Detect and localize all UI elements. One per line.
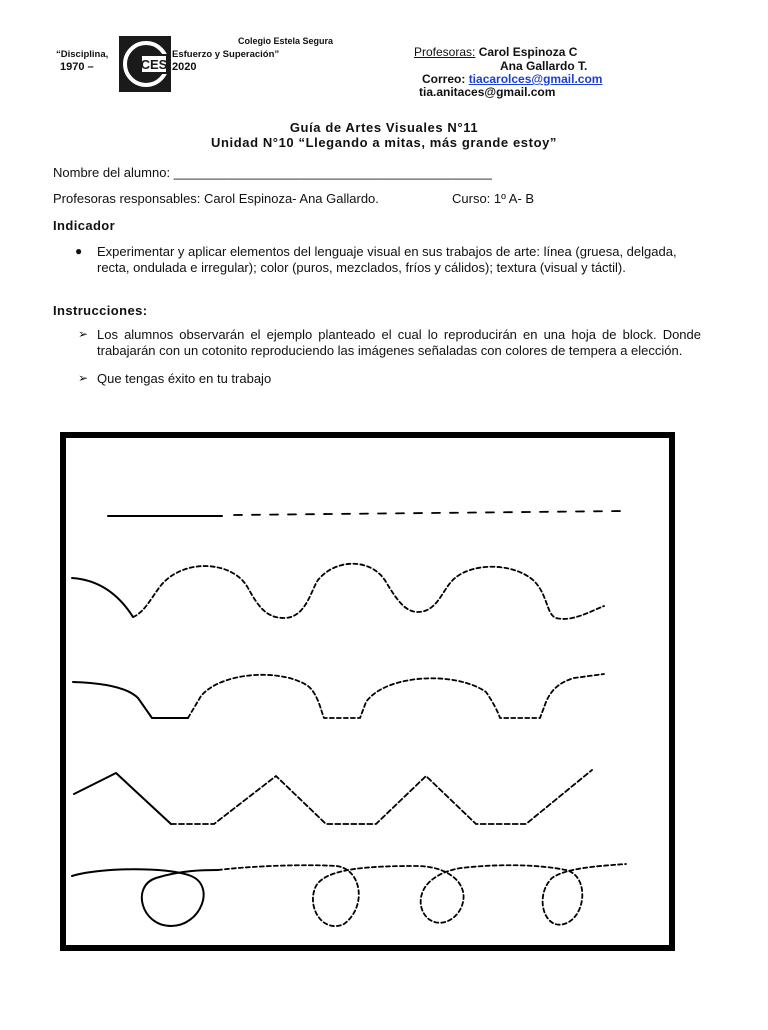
indicador-heading: Indicador [53, 218, 116, 233]
motto-right: Esfuerzo y Superación” [172, 49, 280, 60]
course-text: Curso: 1º A- B [452, 191, 535, 206]
instruction-item: Que tengas éxito en tu trabajo [97, 371, 272, 386]
arch-line-solid [73, 682, 188, 718]
wave-line-dashed [133, 564, 604, 619]
teacher-2: Ana Gallardo T. [500, 59, 588, 73]
guide-title: Guía de Artes Visuales N°11 [289, 120, 479, 135]
bullet-icon: ● [75, 244, 83, 258]
school-name: Colegio Estela Segura [238, 36, 334, 46]
teacher-1: Carol Espinoza C [478, 45, 578, 59]
year-end: 2020 [172, 61, 197, 73]
instruction-item: Los alumnos observarán el ejemplo planteado el cual lo reproducirán en una hoja de block. Donde trabajarán con un cotonito reproduciendo las imágenes señaladas con colores de tempera a elección. [97, 327, 701, 358]
tracing-lines [6, 6, 768, 1030]
motto-left: “Disciplina, [56, 49, 109, 60]
responsables-text: Profesoras responsables: Carol Espinoza- Ana Gallardo. [53, 191, 379, 206]
email-2: tia.anitaces@gmail.com [419, 85, 556, 99]
straight-line-dashed [234, 511, 626, 515]
student-name-field[interactable]: ____________________________________________ [173, 165, 492, 180]
unit-title: Unidad N°10 “Llegando a mitas, más grande estoy” [210, 135, 558, 150]
student-name-label: Nombre del alumno: [53, 165, 171, 180]
year-start: 1970 – [60, 61, 94, 73]
teachers-label: Profesoras: [414, 45, 476, 59]
loop-line-solid [72, 869, 218, 926]
email-label: Correo: [422, 72, 466, 86]
arrow-bullet-icon: ➢ [78, 327, 89, 341]
wave-line-solid [72, 578, 133, 617]
zigzag-line-solid [74, 773, 171, 824]
loop-line-dashed [218, 864, 626, 926]
instrucciones-heading: Instrucciones: [53, 303, 148, 318]
email-link-1[interactable]: tiacarolces@gmail.com [468, 72, 603, 86]
tracing-worksheet [60, 432, 675, 951]
logo-text: CES [140, 57, 168, 72]
arrow-bullet-icon: ➢ [78, 371, 89, 385]
arch-line-dashed [188, 674, 604, 718]
zigzag-line-dashed [171, 770, 592, 824]
indicador-bullet: Experimentar y aplicar elementos del lenguaje visual en sus trabajos de arte: línea (gruesa, delgada, recta, ondulada e irregular); color (puros, mezclados, fríos y cálidos); textura (visual y táctil). [97, 244, 677, 275]
